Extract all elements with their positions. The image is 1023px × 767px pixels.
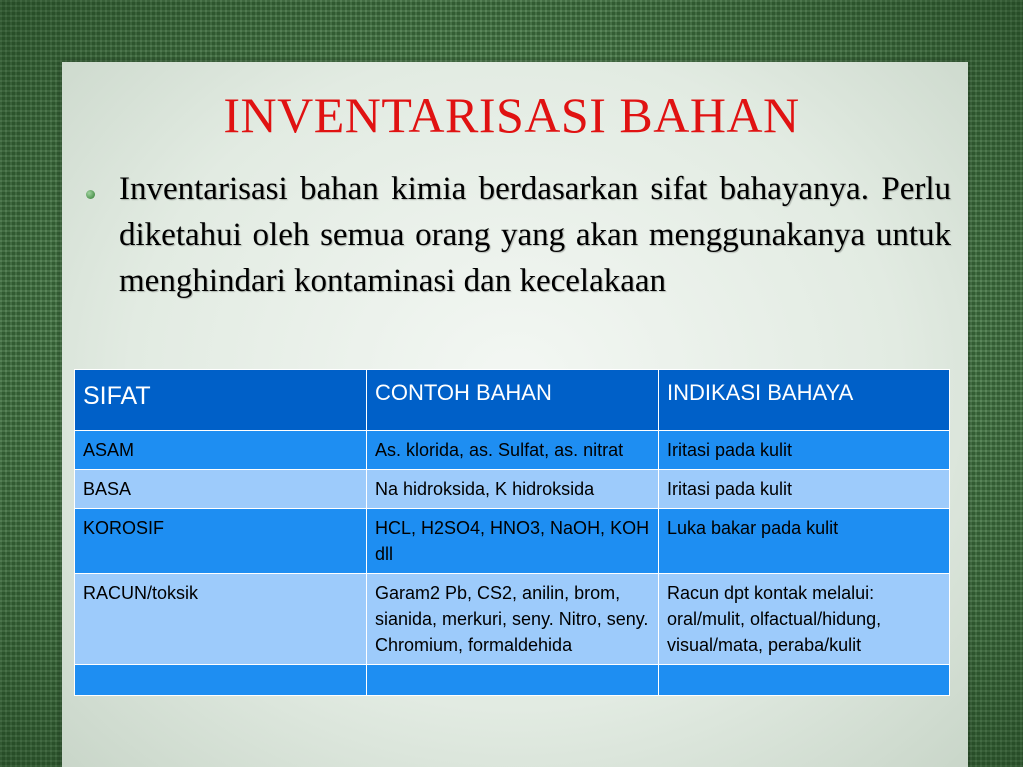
slide-title: INVENTARISASI BAHAN bbox=[223, 87, 800, 143]
header-sifat: SIFAT bbox=[75, 370, 367, 431]
cell-sifat: BASA bbox=[75, 470, 367, 509]
bullet-text bbox=[119, 166, 951, 304]
cell-contoh-bahan bbox=[367, 665, 659, 696]
cell-contoh-bahan: As. klorida, as. Sulfat, as. nitrat bbox=[367, 431, 659, 470]
cell-indikasi-bahaya: Luka bakar pada kulit bbox=[659, 509, 950, 574]
cell-contoh-bahan: Na hidroksida, K hidroksida bbox=[367, 470, 659, 509]
bullet-underlined-text: Inventarisasi bahan kimia berdasarkan sifat bahayanya bbox=[119, 171, 861, 207]
cell-sifat: RACUN/toksik bbox=[75, 574, 367, 665]
table-row bbox=[75, 665, 950, 696]
table-row bbox=[75, 574, 950, 665]
table-header-row bbox=[75, 370, 950, 431]
cell-contoh-bahan: Garam2 Pb, CS2, anilin, brom, sianida, merkuri, seny. Nitro, seny. Chromium, formaldehida bbox=[367, 574, 659, 665]
header-indikasi-bahaya: INDIKASI BAHAYA bbox=[659, 370, 950, 431]
cell-indikasi-bahaya: Iritasi pada kulit bbox=[659, 431, 950, 470]
cell-indikasi-bahaya bbox=[659, 665, 950, 696]
bullet-rest-text: . Perlu diketahui oleh semua orang yang akan menggunakanya untuk menghindari kontaminasi dan kecelakaan bbox=[119, 171, 951, 299]
bullet-dot-icon bbox=[86, 190, 95, 199]
cell-indikasi-bahaya: Racun dpt kontak melalui: oral/mulit, olfactual/hidung, visual/mata, peraba/kulit bbox=[659, 574, 950, 665]
table-row bbox=[75, 509, 950, 574]
cell-sifat bbox=[75, 665, 367, 696]
cell-sifat: KOROSIF bbox=[75, 509, 367, 574]
cell-contoh-bahan: HCL, H2SO4, HNO3, NaOH, KOH dll bbox=[367, 509, 659, 574]
header-contoh-bahan: CONTOH BAHAN bbox=[367, 370, 659, 431]
table-row bbox=[75, 431, 950, 470]
table-row bbox=[75, 470, 950, 509]
cell-indikasi-bahaya: Iritasi pada kulit bbox=[659, 470, 950, 509]
hazard-table bbox=[74, 369, 950, 696]
cell-sifat: ASAM bbox=[75, 431, 367, 470]
